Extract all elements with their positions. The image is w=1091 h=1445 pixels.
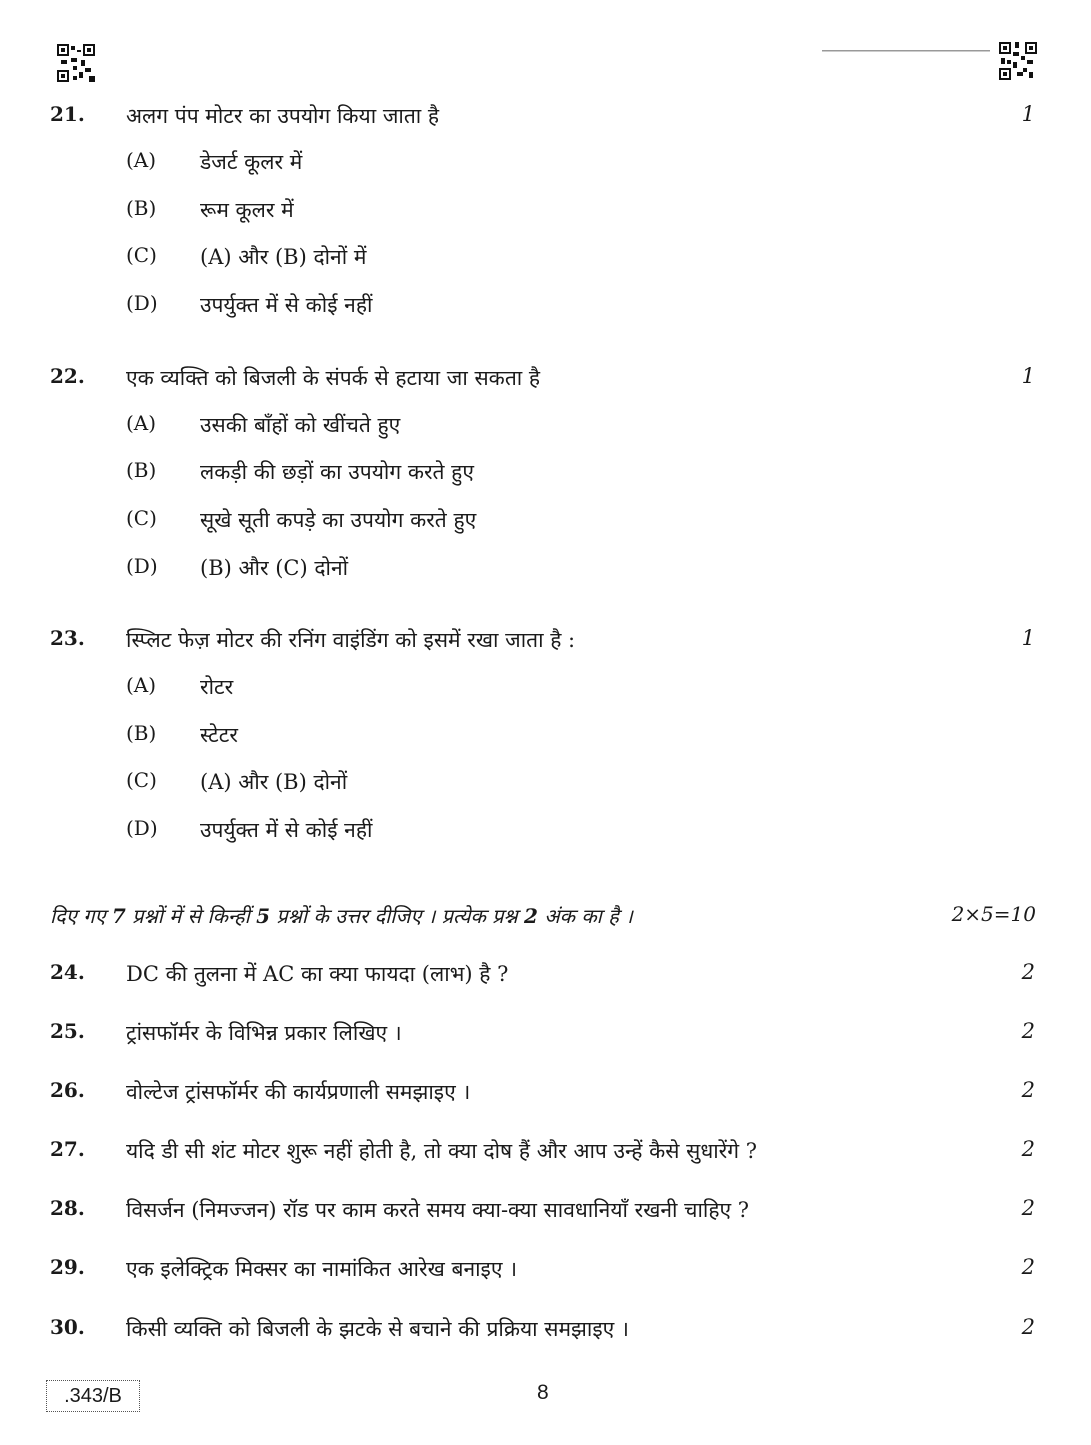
microtext-line (822, 49, 990, 53)
question-marks: 2 (1021, 960, 1035, 984)
question-number: 30. (50, 1315, 85, 1339)
option-text: रूम कूलर में (200, 198, 294, 222)
question-24 (0, 960, 1091, 994)
question-text: यदि डी सी शंट मोटर शुरू नहीं होती है, तो क्या दोष हैं और आप उन्हें कैसे सुधारेंगे ? (126, 1139, 758, 1163)
option-22-d (0, 554, 1091, 588)
option-letter: (A) (126, 673, 157, 697)
option-letter: (B) (126, 721, 157, 745)
question-text: ट्रांसफॉर्मर के विभिन्न प्रकार लिखिए । (126, 1021, 402, 1045)
option-23-d (0, 816, 1091, 850)
option-letter: (C) (126, 506, 157, 530)
question-number: 24. (50, 960, 85, 984)
qr-code-icon (57, 44, 95, 82)
question-number: 27. (50, 1137, 85, 1161)
option-letter: (D) (126, 291, 158, 315)
instruction-part: प्रश्नों में से किन्हीं (125, 904, 257, 928)
question-22 (0, 364, 1091, 398)
question-29 (0, 1255, 1091, 1289)
qr-code-icon (999, 42, 1037, 80)
question-marks: 2 (1021, 1196, 1035, 1220)
question-27 (0, 1137, 1091, 1171)
question-number: 28. (50, 1196, 85, 1220)
option-21-a (0, 148, 1091, 182)
option-text: स्टेटर (200, 723, 238, 747)
instruction-part: प्रश्नों के उत्तर दीजिए । प्रत्येक प्रश्न (270, 904, 525, 928)
question-marks: 2 (1021, 1137, 1035, 1161)
question-28 (0, 1196, 1091, 1230)
question-23 (0, 626, 1091, 660)
option-text: उपर्युक्त में से कोई नहीं (200, 818, 373, 842)
section-instruction (50, 902, 1036, 936)
question-text: अलग पंप मोटर का उपयोग किया जाता है (126, 104, 440, 128)
option-22-c (0, 506, 1091, 540)
option-text: उसकी बाँहों को खींचते हुए (200, 413, 401, 437)
instruction-part: अंक का है । (537, 904, 633, 928)
question-number: 23. (50, 626, 85, 650)
option-text: (A) और (B) दोनों में (200, 245, 367, 269)
question-text: स्प्लिट फेज़ मोटर की रनिंग वाइंडिंग को इसमें रखा जाता है : (126, 628, 576, 652)
option-text: डेजर्ट कूलर में (200, 150, 303, 174)
question-text: किसी व्यक्ति को बिजली के झटके से बचाने की प्रक्रिया समझाइए । (126, 1317, 629, 1341)
instruction-marks-each: 2 (524, 904, 538, 928)
option-21-b (0, 196, 1091, 230)
instruction-part: दिए गए (50, 904, 112, 928)
option-letter: (D) (126, 554, 158, 578)
option-letter: (A) (126, 148, 157, 172)
option-letter: (B) (126, 458, 157, 482)
question-30 (0, 1315, 1091, 1349)
question-26 (0, 1078, 1091, 1112)
question-text: DC की तुलना में AC का क्या फायदा (लाभ) है ? (126, 962, 509, 986)
question-25 (0, 1019, 1091, 1053)
option-text: रोटर (200, 675, 234, 699)
question-marks: 1 (1021, 626, 1035, 650)
question-marks: 2 (1021, 1078, 1035, 1102)
question-text: एक इलेक्ट्रिक मिक्सर का नामांकित आरेख बनाइए । (126, 1257, 518, 1281)
question-number: 22. (50, 364, 85, 388)
question-number: 29. (50, 1255, 85, 1279)
question-text: वोल्टेज ट्रांसफॉर्मर की कार्यप्रणाली समझाइए । (126, 1080, 471, 1104)
option-letter: (C) (126, 243, 157, 267)
paper-code: .343/B (46, 1380, 140, 1412)
section-instruction-text (50, 902, 633, 929)
option-21-d (0, 291, 1091, 325)
option-text: (B) और (C) दोनों (200, 556, 349, 580)
option-letter: (A) (126, 411, 157, 435)
option-22-b (0, 458, 1091, 492)
option-text: लकड़ी की छड़ों का उपयोग करते हुए (200, 460, 474, 484)
question-marks: 1 (1021, 102, 1035, 126)
option-text: उपर्युक्त में से कोई नहीं (200, 293, 373, 317)
question-marks: 2 (1021, 1315, 1035, 1339)
option-text: (A) और (B) दोनों (200, 770, 348, 794)
section-marks: 2×5=10 (951, 902, 1036, 926)
option-22-a (0, 411, 1091, 445)
instruction-count-attempt: 5 (256, 904, 271, 928)
page-number: 8 (537, 1381, 549, 1404)
question-number: 25. (50, 1019, 85, 1043)
instruction-count-total: 7 (111, 904, 126, 928)
option-letter: (B) (126, 196, 157, 220)
option-23-b (0, 721, 1091, 755)
question-text: विसर्जन (निमज्जन) रॉड पर काम करते समय क्या-क्या सावधानियाँ रखनी चाहिए ? (126, 1198, 750, 1222)
option-letter: (D) (126, 816, 158, 840)
question-21 (0, 102, 1091, 136)
option-23-a (0, 673, 1091, 707)
option-23-c (0, 768, 1091, 802)
question-marks: 2 (1021, 1019, 1035, 1043)
question-text: एक व्यक्ति को बिजली के संपर्क से हटाया जा सकता है (126, 366, 541, 390)
question-number: 26. (50, 1078, 85, 1102)
question-marks: 2 (1021, 1255, 1035, 1279)
question-marks: 1 (1021, 364, 1035, 388)
option-letter: (C) (126, 768, 157, 792)
question-number: 21. (50, 102, 85, 126)
option-text: सूखे सूती कपड़े का उपयोग करते हुए (200, 508, 477, 532)
option-21-c (0, 243, 1091, 277)
